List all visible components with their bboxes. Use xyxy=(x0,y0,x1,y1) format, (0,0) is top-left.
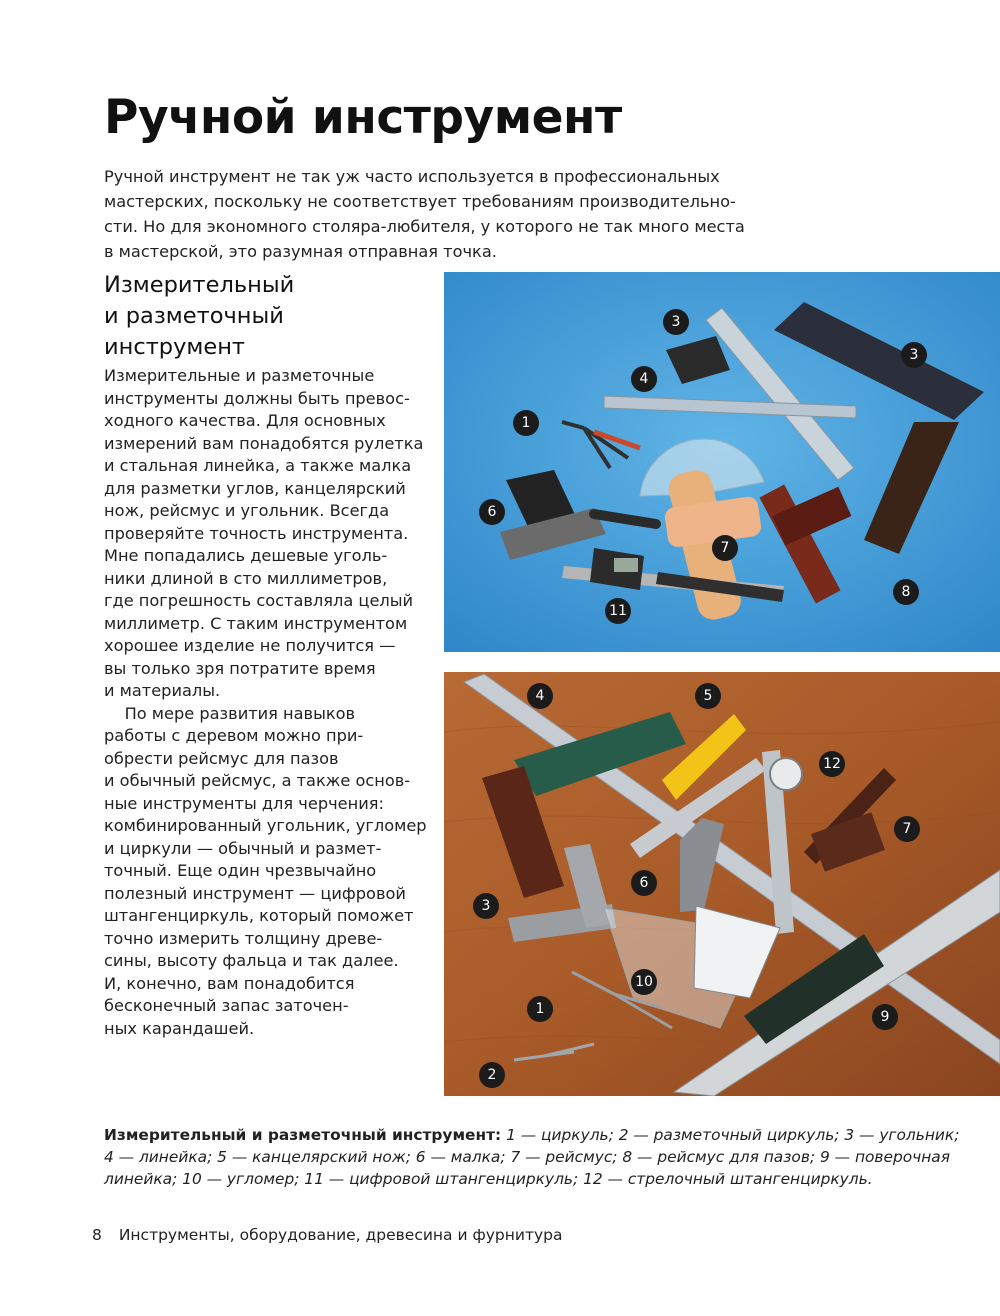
body-line: штангенциркуль, который поможет xyxy=(104,906,414,925)
body-line: комбинированный угольник, угломер xyxy=(104,816,427,835)
body-line: миллиметр. С таким инструментом xyxy=(104,613,408,633)
caption-lead: Измерительный и разметочный инструмент: xyxy=(104,1126,502,1144)
callout-badge: 8 xyxy=(893,579,919,605)
callout-badge: 4 xyxy=(527,683,553,709)
caption-text: линейка; 10 — угломер; 11 — цифровой штангенциркуль; 12 — стрелочный штангенциркуль. xyxy=(104,1170,873,1188)
dial-caliper-dial xyxy=(770,758,802,790)
callout-badge: 9 xyxy=(872,1004,898,1030)
body-text xyxy=(104,365,434,1040)
callout-badge: 5 xyxy=(695,683,721,709)
callout-badge: 1 xyxy=(513,410,539,436)
intro-line: Ручной инструмент не так уж часто используется в профессиональных xyxy=(104,167,720,186)
caliper-display xyxy=(614,558,638,572)
body-line: точно измерить толщину древе- xyxy=(104,928,383,948)
photo-bottom-illustration xyxy=(444,672,1000,1096)
page-number: 8 xyxy=(92,1226,102,1244)
section-title-line: и разметочный xyxy=(104,303,284,329)
body-line: измерений вам понадобятся рулетка xyxy=(104,433,424,453)
intro-line: сти. Но для экономного столяра-любителя, у которого не так много места xyxy=(104,217,745,236)
caption-text: 1 — циркуль; 2 — разметочный циркуль; 3 — угольник; xyxy=(501,1126,960,1144)
callout-badge: 11 xyxy=(605,598,631,624)
caption-text: 4 — линейка; 5 — канцелярский нож; 6 — малка; 7 — рейсмус; 8 — рейсмус для пазов; 9 — поверочная xyxy=(104,1148,950,1166)
body-line: По мере развития навыков xyxy=(104,703,356,723)
body-line: обрести рейсмус для пазов xyxy=(104,748,339,768)
body-line: Мне попадались дешевые уголь- xyxy=(104,546,388,565)
section-title xyxy=(104,270,424,363)
body-line: ники длиной в сто миллиметров, xyxy=(104,568,388,588)
callout-badge: 7 xyxy=(712,535,738,561)
page-title: Ручной инструмент xyxy=(104,90,622,145)
body-line: ных карандашей. xyxy=(104,1018,255,1038)
callout-badge: 3 xyxy=(473,893,499,919)
callout-badge: 1 xyxy=(527,996,553,1022)
caption-line xyxy=(104,1168,924,1190)
running-footer-text: Инструменты, оборудование, древесина и фурнитура xyxy=(118,1226,563,1244)
body-line: И, конечно, вам понадобится xyxy=(104,973,355,993)
body-line: и материалы. xyxy=(104,681,221,700)
photo-measuring-tools-wood xyxy=(444,672,1000,1096)
caption-line xyxy=(104,1146,950,1168)
body-line: работы с деревом можно при- xyxy=(104,726,364,745)
body-line: проверяйте точность инструмента. xyxy=(104,523,409,543)
body-line: и циркули — обычный и размет- xyxy=(104,838,382,858)
callout-badge: 6 xyxy=(631,870,657,896)
body-line: хорошее изделие не получится — xyxy=(104,636,396,655)
body-line: ные инструменты для черчения: xyxy=(104,793,384,813)
callout-badge: 2 xyxy=(479,1062,505,1088)
body-line: точный. Еще один чрезвычайно xyxy=(104,861,377,880)
body-line: вы только зря потратите время xyxy=(104,658,376,678)
body-line: сины, высоту фальца и так далее. xyxy=(104,951,399,970)
body-line: ходного качества. Для основных xyxy=(104,411,386,430)
figure-caption xyxy=(104,1124,960,1190)
caption-line xyxy=(104,1124,960,1146)
body-line: нож, рейсмус и угольник. Всегда xyxy=(104,501,390,520)
body-line: Измерительные и разметочные xyxy=(104,366,375,385)
section-title-line: Измерительный xyxy=(104,272,295,298)
callout-badge: 10 xyxy=(631,969,657,995)
body-line: для разметки углов, канцелярский xyxy=(104,478,406,498)
callout-badge: 3 xyxy=(663,309,689,335)
page-footer xyxy=(92,1226,563,1244)
section-title-line: инструмент xyxy=(104,334,246,360)
intro-line: в мастерской, это разумная отправная точка. xyxy=(104,242,497,261)
callout-badge: 6 xyxy=(479,499,505,525)
body-line: бесконечный запас заточен- xyxy=(104,996,349,1015)
callout-badge: 12 xyxy=(819,751,845,777)
body-line: и обычный рейсмус, а также основ- xyxy=(104,771,411,790)
body-line: инструменты должны быть превос- xyxy=(104,388,410,408)
body-line: и стальная линейка, а также малка xyxy=(104,456,412,475)
intro-paragraph xyxy=(104,164,744,264)
photo-measuring-tools-blue xyxy=(444,272,1000,652)
callout-badge: 4 xyxy=(631,366,657,392)
body-line: полезный инструмент — цифровой xyxy=(104,883,406,903)
callout-badge: 3 xyxy=(901,342,927,368)
callout-badge: 7 xyxy=(894,816,920,842)
body-line: где погрешность составляла целый xyxy=(104,591,414,610)
intro-line: мастерских, поскольку не соответствует требованиям производительно- xyxy=(104,192,736,211)
